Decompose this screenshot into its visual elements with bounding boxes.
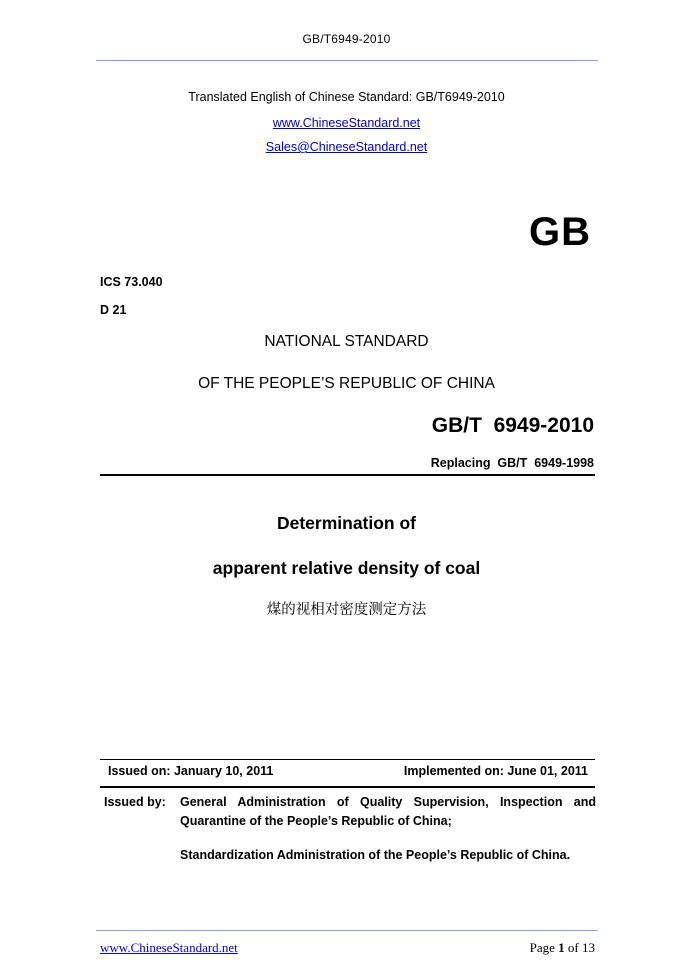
issuer-body xyxy=(180,793,596,879)
issuer-paragraph-1: General Administration of Quality Supervision, Inspection and Quarantine of the People’s Republic of China; xyxy=(180,795,596,829)
standard-number: GB/T 6949-2010 xyxy=(431,414,594,437)
document-title-line1: Determination of xyxy=(276,513,417,533)
issued-by-label: Issued by: xyxy=(104,795,166,809)
document-title-line2: apparent relative density of coal xyxy=(212,558,481,578)
website-link[interactable]: www.ChineseStandard.net xyxy=(272,116,421,130)
issued-on-date: Issued on: January 10, 2011 xyxy=(108,764,274,778)
issuer-block xyxy=(104,793,596,879)
footer-divider xyxy=(96,930,598,931)
header-doc-code: GB/T6949-2010 xyxy=(302,32,391,46)
document-class-code: D 21 xyxy=(100,303,127,317)
dates-divider-top xyxy=(100,759,595,760)
national-standard-heading-line2: OF THE PEOPLE’S REPUBLIC OF CHINA xyxy=(198,375,495,392)
page-indicator-suffix: of 13 xyxy=(564,940,595,955)
document-title-chinese: 煤的视相对密度测定方法 xyxy=(266,602,427,618)
translated-standard-line: Translated English of Chinese Standard: GB/T6949-2010 xyxy=(188,90,505,104)
footer-row xyxy=(100,940,595,956)
dates-divider-bottom xyxy=(100,786,595,788)
dates-row xyxy=(108,764,588,778)
standard-number-divider xyxy=(100,474,595,476)
email-link[interactable]: Sales@ChineseStandard.net xyxy=(265,140,428,154)
page-indicator xyxy=(530,940,595,956)
issuer-paragraph-2: Standardization Administration of the People’s Republic of China. xyxy=(180,847,571,862)
gb-logo: GB xyxy=(529,210,591,254)
national-standard-heading-line1: NATIONAL STANDARD xyxy=(264,333,429,350)
implemented-on-date: Implemented on: June 01, 2011 xyxy=(403,764,588,778)
replacing-note: Replacing GB/T 6949-1998 xyxy=(430,456,594,470)
website-line-wrap xyxy=(0,116,693,130)
ics-code: ICS 73.040 xyxy=(100,275,163,289)
page-indicator-number: 1 xyxy=(558,940,565,955)
email-line-wrap xyxy=(0,140,693,154)
header-divider xyxy=(96,60,598,61)
page-indicator-prefix: Page xyxy=(529,940,559,955)
footer-website-link[interactable]: www.ChineseStandard.net xyxy=(100,940,238,955)
